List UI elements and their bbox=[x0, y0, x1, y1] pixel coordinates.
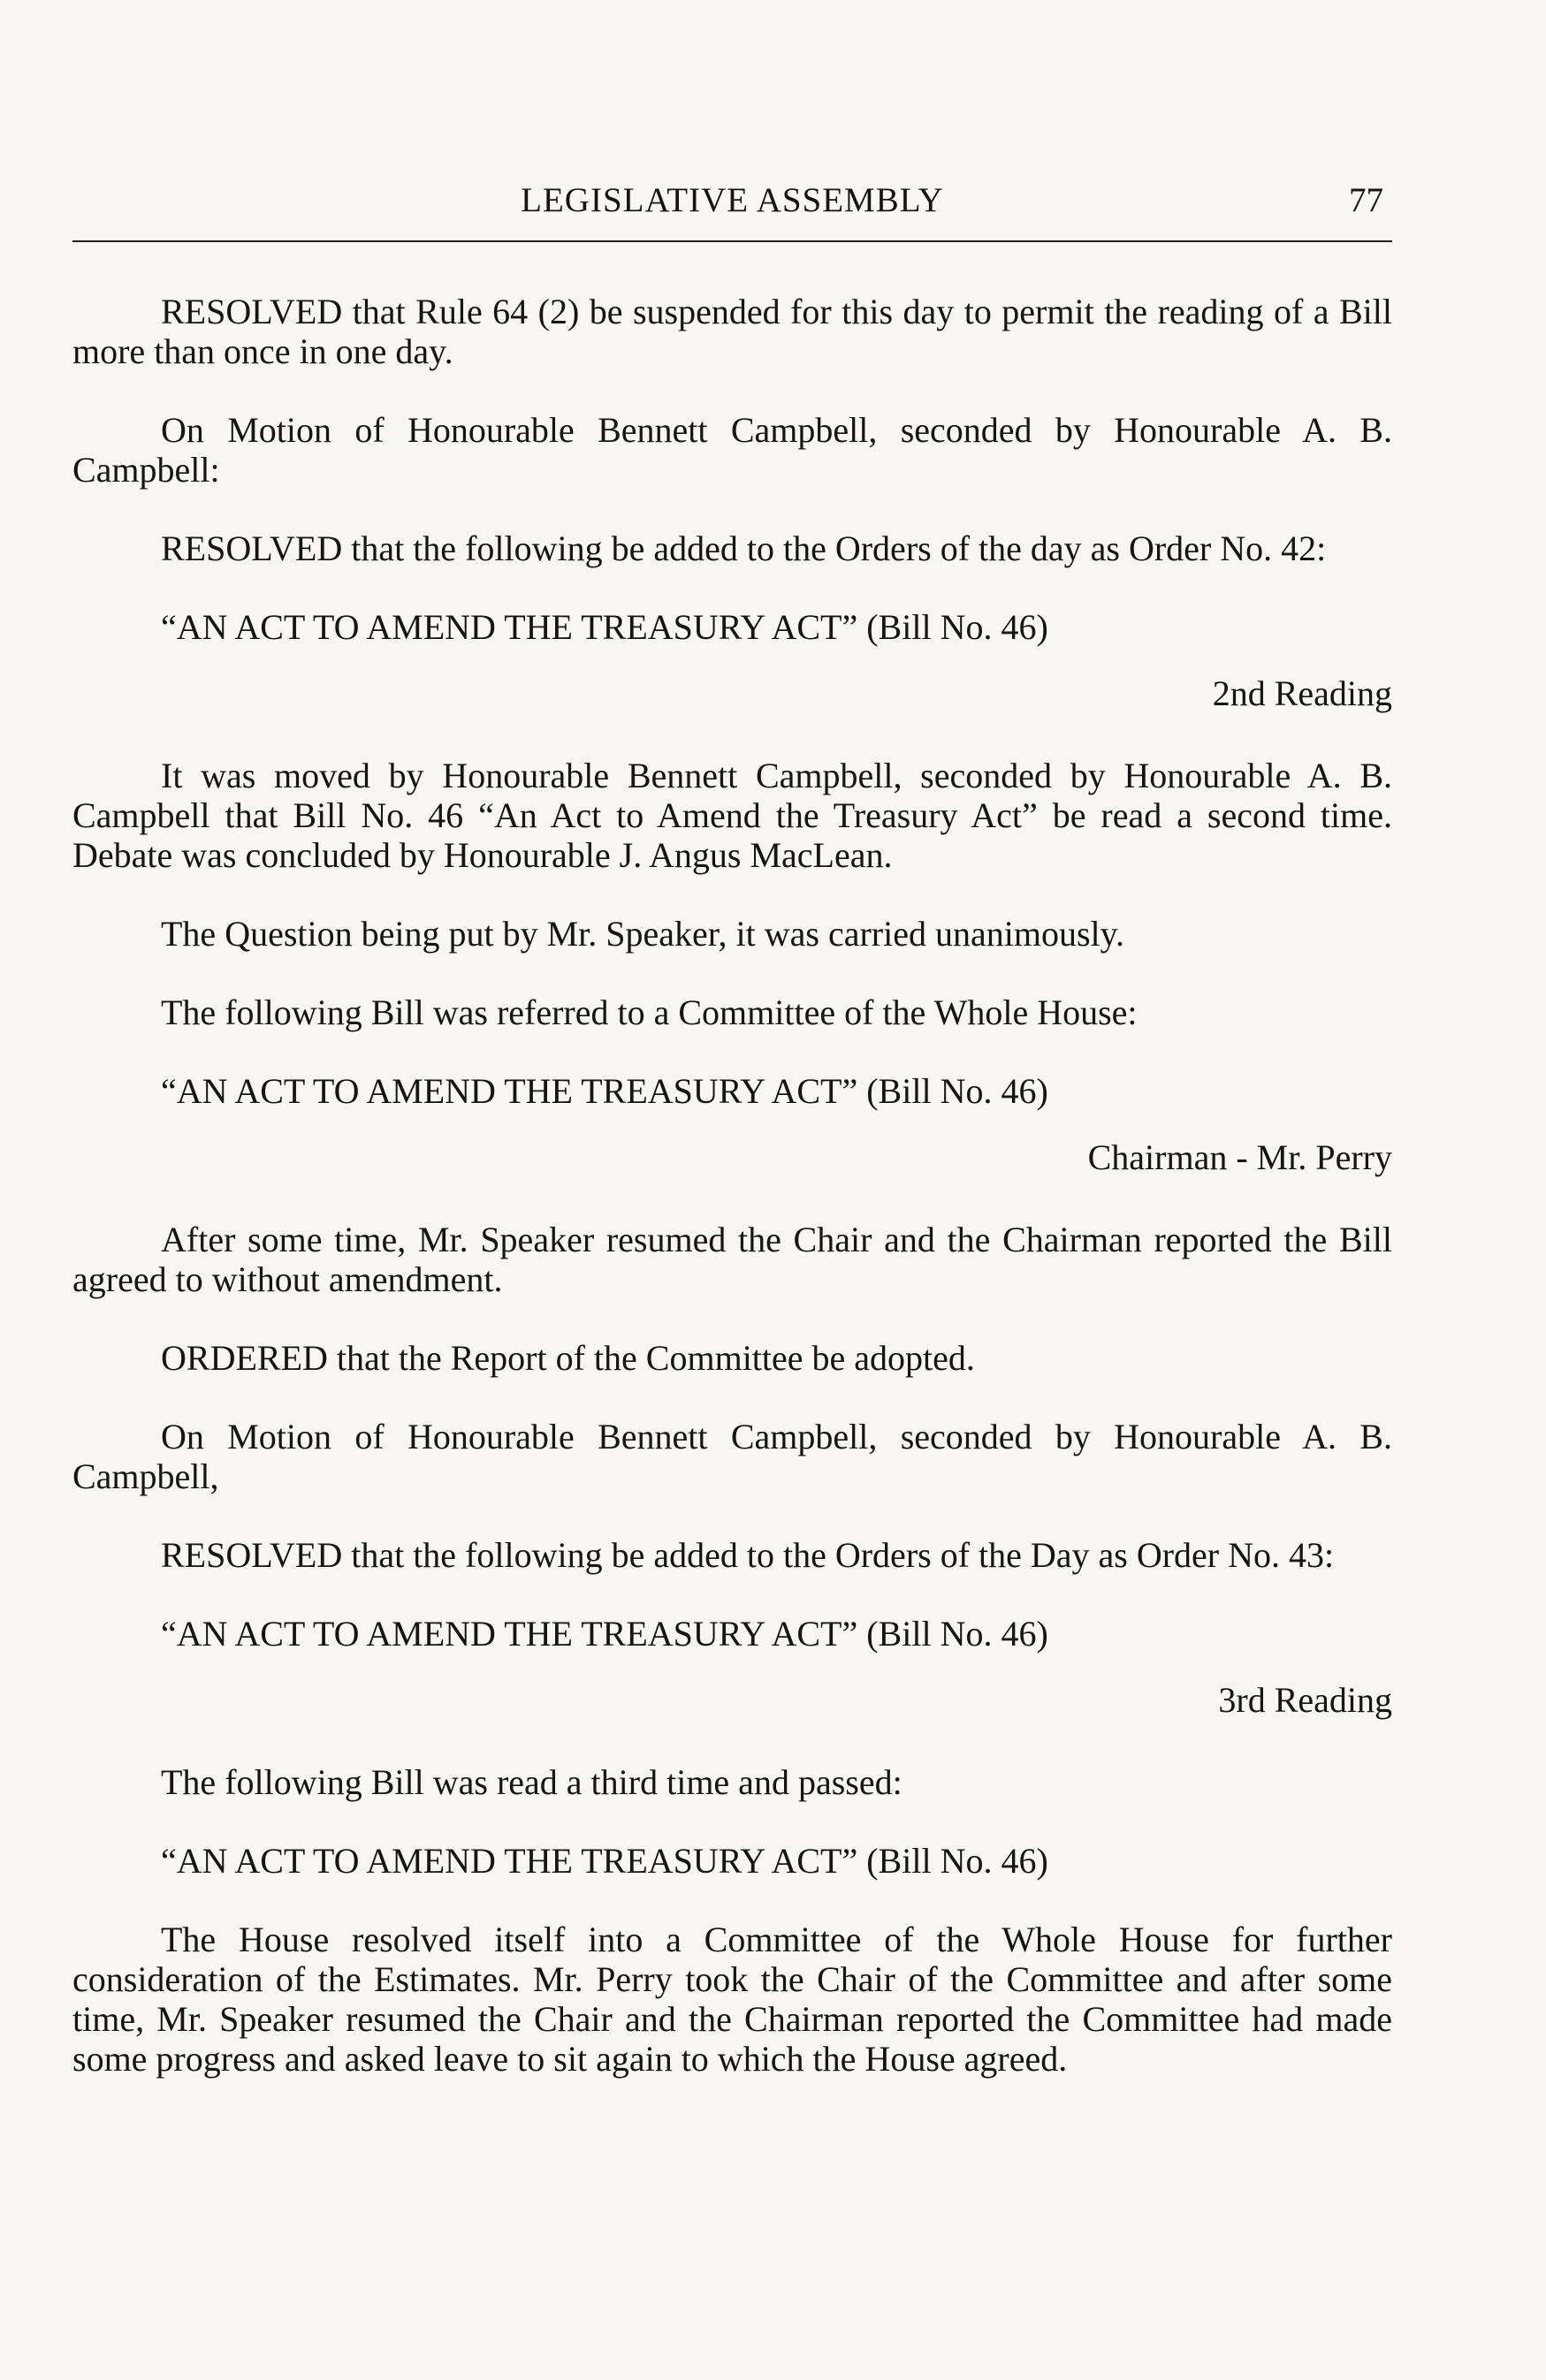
paragraph-ordered-adopted: ORDERED that the Report of the Committee be adopted. bbox=[161, 1338, 975, 1378]
paragraph-committee-report: After some time, Mr. Speaker resumed the Chair and the Chairman reported the Bill agreed to without amendment. bbox=[72, 1220, 1392, 1299]
paragraph-motion-2: On Motion of Honourable Bennett Campbell, seconded by Honourable A. B. Campbell, bbox=[72, 1417, 1392, 1496]
paragraph-second-reading: It was moved by Honourable Bennett Campbell, seconded by Honourable A. B. Campbell that Bill No. 46 “An Act to Amend the Treasury Act” be read a second time. Debate was concluded by Honourable J. Angus MacLean. bbox=[72, 756, 1392, 875]
act-title-2: “AN ACT TO AMEND THE TREASURY ACT” (Bill No. 46) bbox=[161, 1071, 1048, 1111]
reading-label-3rd: 3rd Reading bbox=[1218, 1680, 1392, 1720]
journal-page bbox=[72, 0, 1392, 2380]
paragraph-estimates: The House resolved itself into a Committee of the Whole House for further consideration of the Estimates. Mr. Perry took the Chair of the Committee and after some time, Mr. Speaker resumed the Chair and the Chairman reported the Committee had made some progress and asked leave to sit again to which the House agreed. bbox=[72, 1920, 1392, 2079]
act-title-4: “AN ACT TO AMEND THE TREASURY ACT” (Bill No. 46) bbox=[161, 1841, 1048, 1881]
chairman-label: Chairman - Mr. Perry bbox=[1087, 1137, 1392, 1177]
paragraph-third-reading: The following Bill was read a third time and passed: bbox=[161, 1762, 902, 1802]
paragraph-resolved-order-42: RESOLVED that the following be added to the Orders of the day as Order No. 42: bbox=[161, 528, 1327, 568]
page-body bbox=[72, 292, 1392, 2079]
reading-label-2nd: 2nd Reading bbox=[1212, 673, 1392, 713]
paragraph-referred-committee: The following Bill was referred to a Committee of the Whole House: bbox=[161, 992, 1138, 1032]
header-rule bbox=[72, 240, 1392, 242]
act-title-3: “AN ACT TO AMEND THE TREASURY ACT” (Bill No. 46) bbox=[161, 1614, 1048, 1654]
act-title-1: “AN ACT TO AMEND THE TREASURY ACT” (Bill No. 46) bbox=[161, 607, 1048, 647]
page-header bbox=[72, 173, 1392, 226]
page-number: 77 bbox=[1349, 181, 1383, 219]
paragraph-motion-1: On Motion of Honourable Bennett Campbell, seconded by Honourable A. B. Campbell: bbox=[72, 410, 1392, 490]
paragraph-resolved-order-43: RESOLVED that the following be added to the Orders of the Day as Order No. 43: bbox=[161, 1535, 1335, 1575]
running-title: LEGISLATIVE ASSEMBLY bbox=[521, 181, 944, 219]
paragraph-resolved-rule: RESOLVED that Rule 64 (2) be suspended for this day to permit the reading of a Bill more than once in one day. bbox=[72, 292, 1392, 371]
paragraph-question-carried: The Question being put by Mr. Speaker, it was carried unanimously. bbox=[161, 914, 1125, 954]
